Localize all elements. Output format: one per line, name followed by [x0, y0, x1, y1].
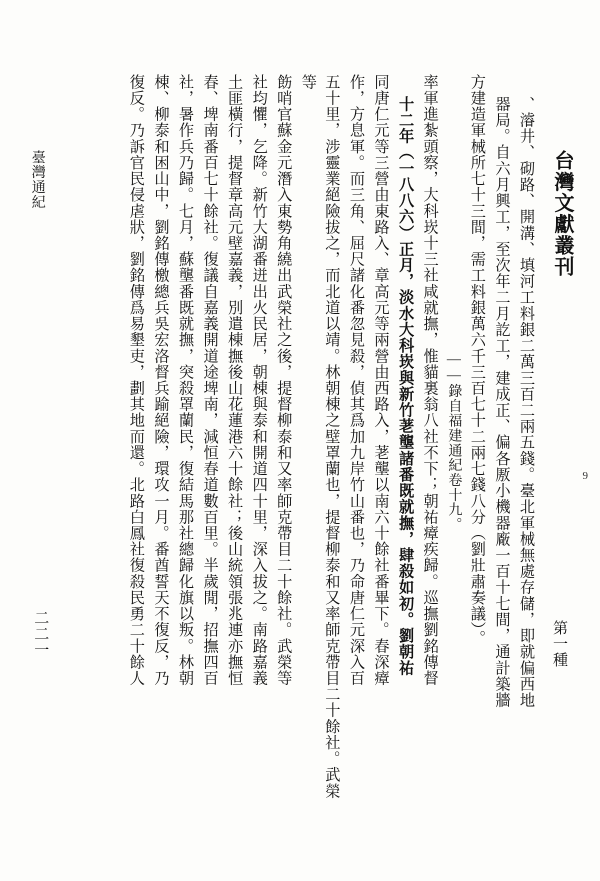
text-column [296, 52, 343, 807]
text-column [247, 52, 271, 807]
text-column [223, 52, 247, 807]
text-column [490, 52, 514, 807]
text-column-content: 棟、柳泰和困山中，劉銘傳檄總兵吳宏洛督兵踰絕險，環攻一月。番酋誓天不復反，乃 [152, 74, 170, 687]
text-column [124, 52, 148, 807]
text-column-content: 十二年（一八八六）正月，淡水大科崁與新竹荖壟諸番既就撫，肆殺如初。劉朝祐 [397, 96, 415, 677]
text-column [272, 52, 296, 807]
text-column [344, 52, 368, 807]
text-column-content: 春、埤南番百七十餘社。復議自嘉義開道途埤南，減恒春道數百里。半歲閒，招撫四百 [201, 74, 219, 687]
text-column [198, 52, 222, 807]
body-text [56, 52, 538, 812]
text-column-content: 五十里，涉靈業絕險拔之，而北道以靖。林朝棟之壁罩蘭也，提督柳泰和又率師克帶目二十餘社。武榮等 [299, 74, 341, 800]
running-caption-text: 臺灣通紀 [29, 150, 45, 210]
volume-marker-text: 第一種 [551, 620, 567, 668]
text-column-content: 方建造軍械所七十三間，需工料銀萬六千三百七十二兩七錢八分（劉壯肅奏議）。 [468, 74, 486, 647]
text-column [418, 52, 442, 807]
page-number-text: 二二一 [32, 610, 49, 658]
text-column-content: 、濬井、砌路、開溝、填河工料銀二萬三百二兩五錢。臺北軍械無處存儲，即就偏西地 [518, 96, 535, 709]
folio-digit: 9 [582, 470, 588, 482]
text-column-content: ——錄自福建通紀卷十九。 [446, 352, 462, 533]
text-column [173, 52, 197, 807]
text-column [514, 52, 538, 807]
text-column-content: 作，方息軍。而三角、屈尺諸化番忽見殺，偵其爲加九岸竹山番也，乃命唐仁元深入百 [347, 74, 365, 687]
text-column [465, 52, 489, 807]
text-column [369, 52, 393, 807]
text-column-content: 社均懼，乞降。新竹大湖番迸出火民居，朝棟與泰和開道四十里，深入拔之。南路嘉義 [250, 74, 268, 687]
text-column-content: 器局。自六月興工，至次年二月訖工，建成正、偏各厫小機器廠一百十七間，通計築牆 [493, 96, 511, 709]
text-column [149, 52, 173, 807]
page-number [28, 610, 51, 658]
book-title-text: 台灣文獻叢刊 [551, 150, 573, 278]
text-column-content: 飭哨官蘇金元潛入東勢角繞出武榮社之後，提督柳泰和又率師克帶目二十餘社。武榮等 [275, 74, 293, 687]
text-column-content: 復反。乃訴官民侵虐狀，劉銘傳爲易墾吏，劃其地而還。北路白鳳社復殺民勇二十餘人 [127, 74, 145, 687]
text-column-content: 社，暑作兵乃歸。七月，蘇壟番既就撫，突殺罩蘭民，復結馬那社總歸化旗以叛。林朝 [177, 74, 194, 687]
text-column [443, 52, 465, 807]
text-column-content: 率軍進紮頭察，大科崁十三社咸就撫，惟貓裏翁八社不下；朝祐瘴疾歸。巡撫劉銘傳督 [421, 74, 439, 687]
volume-marker-right [547, 620, 570, 668]
running-caption [26, 150, 48, 280]
text-column [394, 52, 418, 807]
text-column-content: 同唐仁元等三營由東路入、章高元等兩營由西路入，荖壟以南六十餘社番畢下。春深瘴 [372, 74, 390, 687]
text-column-content: 土匪橫行，提督章高元壁嘉義，別遣棟撫後山花蓮港六十餘社；後山統領張兆連亦撫恒 [226, 74, 244, 687]
